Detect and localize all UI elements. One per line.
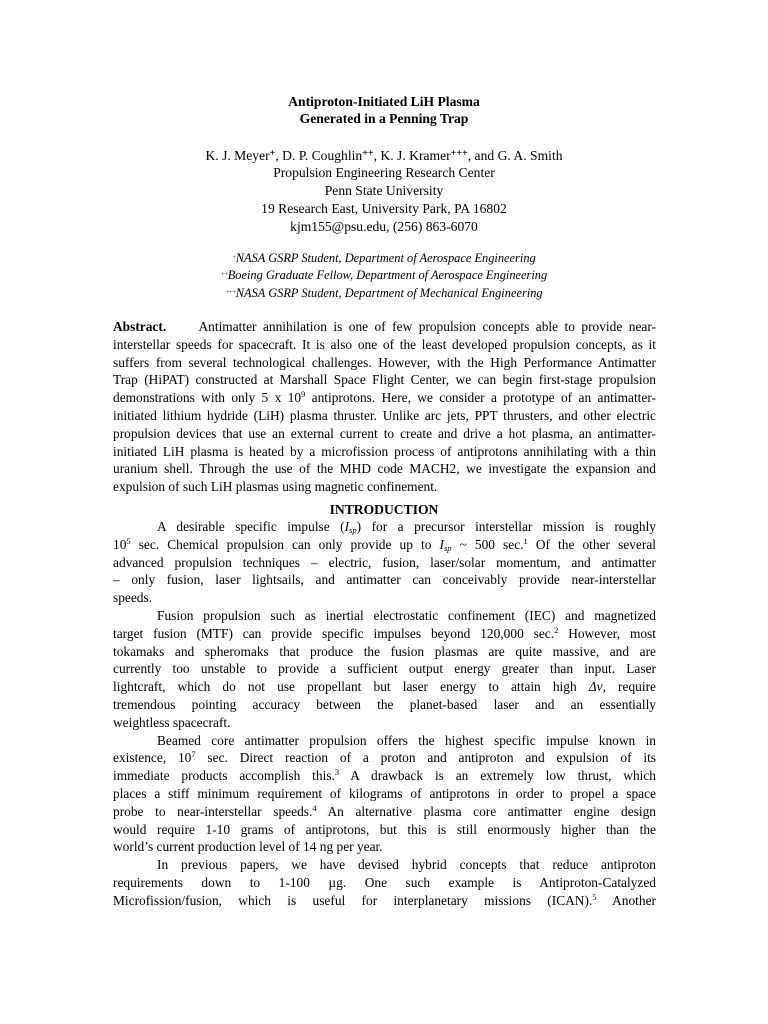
affiliation-text: Boeing Graduate Fellow, Department of Aerospace Engineering [227, 268, 548, 282]
body-line: currently too unstable to provide a sufficient output energy greater than input. Laser [113, 661, 656, 677]
body-line: places a stiff minimum requirement of kilograms of antiprotons in order to propel a space [113, 785, 656, 801]
body-line: In previous papers, we have devised hybrid concepts that reduce antiproton [157, 857, 656, 873]
reference-marker: 5 [592, 891, 597, 902]
body-line: target fusion (MTF) can provide specific impulses beyond 120,000 sec.$^2$ However, most [113, 624, 656, 641]
body-line: Beamed core antimatter propulsion offers the highest specific impulse known in [157, 732, 656, 748]
body-line: tokamaks and spheromaks that produce the fusion plasmas are quite massive, and are [113, 643, 656, 659]
affiliation-mark: +++ [225, 288, 236, 296]
reference-marker: 3 [334, 767, 340, 778]
body-line: speeds. [113, 590, 153, 606]
affiliation-mark: ++ [362, 148, 374, 159]
abstract-line: initiated lithium hydride (LiH) plasma thruster. Unlike arc jets, PPT thrusters, and other electric [113, 407, 656, 423]
author-name: K. J. Meyer [205, 148, 270, 163]
abstract-line: Abstract. Antimatter annihilation is one of few propulsion concepts able to provide near- [113, 319, 656, 334]
abstract-line: Trap (HiPAT) constructed at Marshall Space Flight Center, we can begin first-stage propulsion [113, 372, 656, 388]
section-heading: INTRODUCTION [329, 502, 439, 517]
exponent: 9 [301, 389, 306, 400]
postal-address: 19 Research East, University Park, PA 16802 [261, 201, 507, 216]
author-name: , D. P. Coughlin [275, 148, 363, 163]
body-line: probe to near-interstellar speeds.$^4$ An alternative plasma core antimatter engine design [113, 802, 656, 819]
body-line: world’s current production level of 14 ng per year. [113, 839, 383, 855]
isp-symbol: I [439, 536, 444, 552]
affiliation-text: NASA GSRP Student, Department of Mechanical Engineering [235, 286, 543, 300]
introduction-body [113, 518, 656, 910]
author-list [0, 147, 768, 164]
affiliation-mark: + [269, 148, 276, 159]
isp-symbol: I [344, 519, 350, 534]
affiliation-text: NASA GSRP Student, Department of Aerospace Engineering [235, 251, 536, 265]
abstract-line: suffers from several technological challenges. However, with the High Performance Antimatter [113, 354, 656, 370]
body-line: $10^5$ sec. Chemical propulsion can only provide up to $I_{sp}$ ~ 500 sec.$^1$ Of the other several [113, 535, 656, 553]
body-line: existence, $10^7$ sec. Direct reaction of a proton and antiproton and expulsion of its [113, 749, 657, 766]
abstract-label: Abstract. [113, 319, 167, 334]
isp-subscript: sp [349, 525, 357, 535]
reference-marker: 4 [312, 802, 317, 813]
delta-v-symbol: Δv [588, 679, 603, 695]
affiliation-footnote [0, 284, 768, 301]
contact-info: kjm155@psu.edu, (256) 863-6070 [290, 219, 478, 234]
exponent: 5 [126, 535, 131, 546]
body-line: requirements down to 1-100 µg. One such example is Antiproton-Catalyzed [113, 874, 656, 890]
abstract-line: uranium shell. Through the use of the MHD code MACH2, we investigate the expansion and [113, 461, 656, 477]
body-line: advanced propulsion techniques – electric, fusion, laser/solar momentum, and antimatter [113, 554, 656, 570]
body-line: tremendous pointing accuracy between the planet-based laser and an essentially [113, 696, 656, 712]
body-line: Microfission/fusion, which is useful for interplanetary missions (ICAN).$^5$ Another [113, 891, 656, 908]
author-name: , and G. A. Smith [467, 148, 563, 163]
abstract-line: expulsion of such LiH plasmas using magnetic confinement. [113, 479, 438, 495]
reference-marker: 1 [523, 535, 528, 546]
university-name: Penn State University [324, 183, 444, 198]
affiliation-mark: + [232, 253, 236, 261]
body-line: Fusion propulsion such as inertial electrostatic confinement (IEC) and magnetized [157, 607, 656, 623]
body-line: weightless spacecraft. [113, 714, 231, 730]
isp-subscript: sp [443, 542, 452, 553]
affiliation-footnote [0, 266, 768, 283]
body-line: lightcraft, which do not use propellant but laser energy to attain high Δv, require [113, 679, 656, 695]
reference-marker: 2 [554, 624, 559, 635]
exponent: 7 [191, 749, 196, 760]
paper-title-line-1: Antiproton-Initiated LiH Plasma [288, 94, 480, 109]
abstract-line: propulsion devices that use an external current to create and drive a hot plasma, an antimatter- [113, 425, 656, 441]
abstract-line: initiated LiH plasma is heated by a microfission process of antiprotons annihilating with a thin [113, 443, 656, 459]
abstract-paragraph [113, 318, 656, 496]
paper-title-line-2: Generated in a Penning Trap [299, 111, 469, 126]
affiliation-mark: ++ [220, 270, 228, 278]
author-name: , K. J. Kramer [373, 148, 451, 163]
abstract-line: demonstrations with only 5 x $10^9$ antiprotons. Here, we consider a prototype of an antimatter- [113, 389, 656, 406]
institution-name: Propulsion Engineering Research Center [273, 165, 495, 180]
body-line: – only fusion, laser lightsails, and antimatter can conceivably provide near-interstellar [113, 572, 656, 588]
affiliation-footnote [0, 249, 768, 266]
abstract-line: interstellar speeds for spacecraft. It is also one of the least developed propulsion concepts, as it [113, 336, 656, 352]
body-line: A desirable specific impulse $(I_{sp})$ for a precursor interstellar mission is roughly [157, 519, 656, 535]
body-line: immediate products accomplish this.$^3$ A drawback is an extremely low thrust, which [113, 767, 656, 784]
body-line: would require 1-10 grams of antiprotons, but this is still enormously higher than the [113, 821, 656, 837]
affiliation-mark: +++ [450, 148, 468, 159]
